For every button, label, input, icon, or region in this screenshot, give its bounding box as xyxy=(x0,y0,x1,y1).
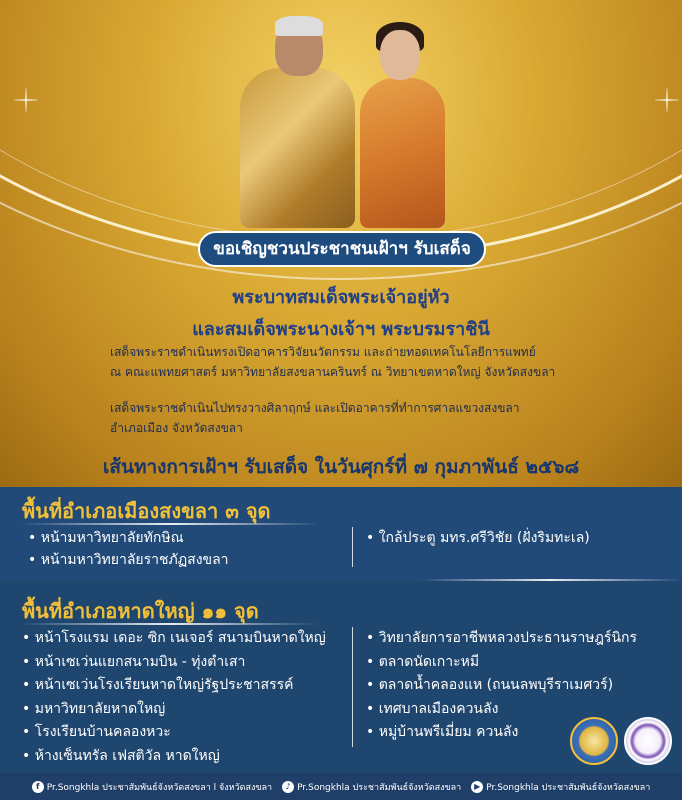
list-item: • หน้ามหาวิทยาลัยทักษิณ xyxy=(28,527,229,549)
list-item: • หน้าเซเว่นแยกสนามบิน - ทุ่งตำเสา xyxy=(22,651,326,675)
royal-portrait xyxy=(230,8,450,230)
event-detail-2 xyxy=(110,398,630,438)
youtube-link[interactable] xyxy=(471,780,650,794)
detail-line: เสด็จพระราชดำเนินทรงเปิดอาคารวิจัยนวัตกรรม และถ่ายทอดเทคโนโลยีการแพทย์ xyxy=(110,345,536,359)
zone-muang-panel xyxy=(0,487,682,581)
invite-banner: ขอเชิญชวนประชาชนเฝ้าฯ รับเสด็จ xyxy=(198,231,486,267)
list-item: • ตลาดน้ำคลองแห (ถนนลพบุรีราเมศวร์) xyxy=(366,674,637,698)
detail-line: ณ คณะแพทยศาสตร์ มหาวิทยาลัยสงขลานครินทร์ ณ วิทยาเขตหาดใหญ่ จังหวัดสงขลา xyxy=(110,365,556,379)
list-item: • หน้าเซเว่นโรงเรียนหาดใหญ่รัฐประชาสรรค์ xyxy=(22,674,326,698)
queen-figure xyxy=(360,78,445,228)
king-figure xyxy=(240,68,355,228)
sparkle-icon xyxy=(14,88,38,112)
divider xyxy=(20,523,320,525)
list-item: • โรงเรียนบ้านคลองหวะ xyxy=(22,721,326,745)
sparkle-icon xyxy=(655,88,679,112)
list-item: • มหาวิทยาลัยหาดใหญ่ xyxy=(22,698,326,722)
tiktok-link[interactable] xyxy=(282,780,461,794)
youtube-label: Pr.Songkhla ประชาสัมพันธ์จังหวัดสงขลา xyxy=(486,782,651,793)
tiktok-icon: ♪ xyxy=(282,781,294,793)
footer-social-bar xyxy=(0,773,682,800)
zone-list-left xyxy=(22,627,326,768)
list-item: • ใกล้ประตู มทร.ศรีวิชัย (ฝั่งริมทะเล) xyxy=(366,527,590,549)
zone-title: พื้นที่อำเภอหาดใหญ่ ๑๑ จุด xyxy=(22,599,259,623)
route-title: เส้นทางการเฝ้าฯ รับเสด็จ ในวันศุกร์ที่ ๗ กุมภาพันธ์ ๒๕๖๘ xyxy=(102,456,580,478)
list-item: • วิทยาลัยการอาชีพหลวงประธานราษฎร์นิกร xyxy=(366,627,637,651)
facebook-icon: f xyxy=(32,781,44,793)
divider xyxy=(352,627,353,747)
list-item: • ห้างเซ็นทรัล เฟสติวัล หาดใหญ่ xyxy=(22,745,326,769)
detail-line: อำเภอเมือง จังหวัดสงขลา xyxy=(110,421,243,435)
facebook-link[interactable] xyxy=(32,780,272,794)
event-detail-1 xyxy=(110,342,630,382)
pr-office-logo-icon xyxy=(624,717,672,765)
royal-title-line1: พระบาทสมเด็จพระเจ้าอยู่หัว xyxy=(232,287,450,308)
royal-title-line2: และสมเด็จพระนางเจ้าฯ พระบรมราชินี xyxy=(192,319,490,340)
list-item: • หน้าโรงแรม เดอะ ซิก เนเจอร์ สนามบินหาดใหญ่ xyxy=(22,627,326,651)
detail-line: เสด็จพระราชดำเนินไปทรงวางศิลาฤกษ์ และเปิดอาคารที่ทำการศาลแขวงสงขลา xyxy=(110,401,520,415)
zone-list-right xyxy=(366,527,590,549)
tiktok-label: Pr.Songkhla ประชาสัมพันธ์จังหวัดสงขลา xyxy=(297,782,462,793)
province-seal-icon xyxy=(570,717,618,765)
list-item: • หมู่บ้านพรีเมี่ยม ควนลัง xyxy=(366,721,637,745)
youtube-icon: ▶ xyxy=(471,781,483,793)
facebook-label: Pr.Songkhla ประชาสัมพันธ์จังหวัดสงขลา l จังหวัดสงขลา xyxy=(46,782,273,793)
divider xyxy=(20,623,320,625)
list-item: • เทศบาลเมืองควนลัง xyxy=(366,698,637,722)
list-item: • หน้ามหาวิทยาลัยราชภัฏสงขลา xyxy=(28,549,229,571)
zone-title: พื้นที่อำเภอเมืองสงขลา ๓ จุด xyxy=(22,499,271,523)
list-item: • ตลาดนัดเกาะหมี xyxy=(366,651,637,675)
zone-list-left xyxy=(28,527,229,571)
divider xyxy=(352,527,353,567)
